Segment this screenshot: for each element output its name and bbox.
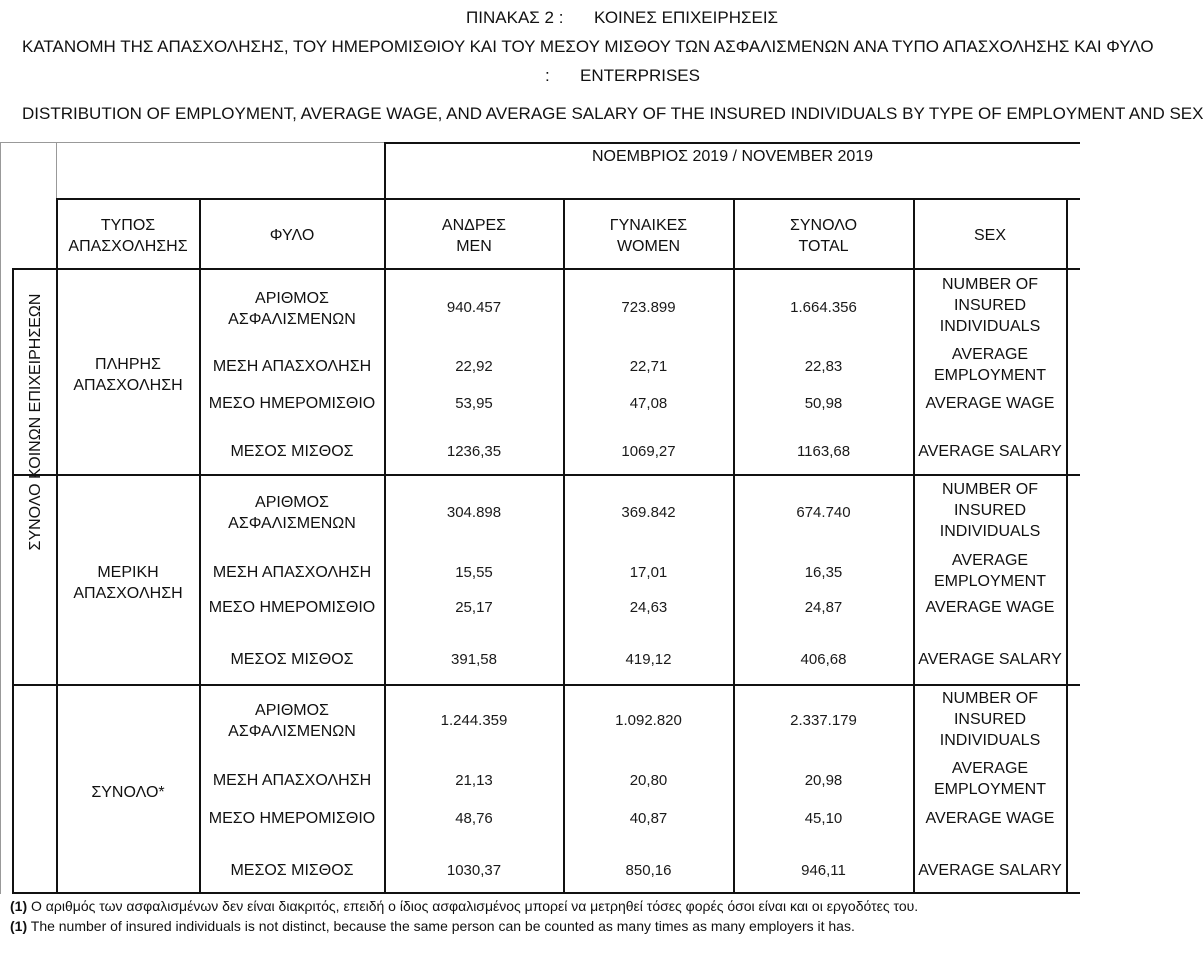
row-label-english: AVERAGE SALARY (918, 443, 1062, 460)
side-label: ΣΥΝΟΛΟ ΚΟΙΝΩΝ ΕΠΙΧΕΙΡΗΣΕΩΝ (27, 293, 44, 551)
total-header: ΣΥΝΟΛΟ TOTAL (789, 217, 858, 255)
cell-men: 53,95 (455, 395, 493, 412)
cell-total: 50,98 (804, 395, 843, 412)
cell-women: 850,16 (625, 862, 672, 879)
cell-total: 2.337.179 (790, 712, 857, 729)
cell-women: 419,12 (625, 651, 672, 668)
row-label: ΑΡΙΘΜΟΣ ΑΣΦΑΛΙΣΜΕΝΩΝ (228, 494, 356, 532)
cell-men: 21,13 (455, 772, 493, 789)
row-label: ΜΕΣΟΣ ΜΙΣΘΟΣ (230, 862, 354, 879)
cell-men: 25,17 (455, 599, 493, 616)
row-label-english: AVERAGE EMPLOYMENT (933, 346, 1046, 384)
cell-men: 22,92 (455, 358, 493, 375)
table-name-english: ENTERPRISES (580, 66, 700, 85)
row-label-english: AVERAGE EMPLOYMENT (933, 760, 1046, 798)
row-label-english: AVERAGE SALARY (918, 862, 1062, 879)
cell-total: 1163,68 (796, 443, 851, 460)
cell-total: 674.740 (796, 504, 851, 521)
row-label: ΜΕΣΟΣ ΜΙΣΘΟΣ (230, 443, 354, 460)
men-header: ΑΝΔΡΕΣ MEN (441, 217, 507, 255)
footnote-greek: (1) Ο αριθμός των ασφαλισμένων δεν είναι διακριτός, επειδή ο ίδιος ασφαλισμένος μπορεί να μετρηθεί τόσες φορές όσοι είναι και οι εργοδότες του. (10, 898, 919, 914)
table-name-greek: ΚΟΙΝΕΣ ΕΠΙΧΕΙΡΗΣΕΙΣ (594, 8, 779, 27)
cell-total: 24,87 (804, 599, 843, 616)
row-label: ΜΕΣΗ ΑΠΑΣΧΟΛΗΣΗ (212, 564, 372, 581)
cell-women: 22,71 (629, 358, 668, 375)
cell-men: 1236,35 (446, 443, 502, 460)
cell-total: 16,35 (804, 564, 843, 581)
cell-total: 406,68 (800, 651, 847, 668)
row-label-english: AVERAGE WAGE (925, 395, 1055, 412)
cell-total: 946,11 (801, 862, 846, 879)
sex-header-english: SEX (973, 227, 1006, 244)
cell-women: 17,01 (629, 564, 668, 581)
cell-women: 24,63 (629, 599, 668, 616)
row-label: ΑΡΙΘΜΟΣ ΑΣΦΑΛΙΣΜΕΝΩΝ (228, 290, 356, 328)
row-label: ΜΕΣΗ ΑΠΑΣΧΟΛΗΣΗ (212, 358, 372, 375)
cell-total: 1.664.356 (790, 299, 857, 316)
cell-men: 391,58 (451, 651, 497, 668)
row-label-english: AVERAGE WAGE (925, 599, 1055, 616)
group-type-full: ΠΛΗΡΗΣ ΑΠΑΣΧΟΛΗΣΗ (73, 356, 183, 394)
cell-women: 1069,27 (621, 443, 676, 460)
cell-total: 22,83 (804, 358, 843, 375)
cell-men: 48,76 (455, 810, 493, 827)
cell-women: 20,80 (629, 772, 668, 789)
row-label-english: AVERAGE WAGE (925, 810, 1055, 827)
group-type-total: ΣΥΝΟΛΟ* (91, 784, 165, 801)
cell-total: 45,10 (804, 810, 843, 827)
row-label: ΜΕΣΟ ΗΜΕΡΟΜΙΣΘΙΟ (208, 395, 376, 412)
cell-women: 723.899 (621, 299, 676, 316)
subtitle-greek: ΚΑΤΑΝΟΜΗ ΤΗΣ ΑΠΑΣΧΟΛΗΣΗΣ, ΤΟΥ ΗΜΕΡΟΜΙΣΘΙΟΥ ΚΑΙ ΤΟΥ ΜΕΣΟΥ ΜΙΣΘΟΥ ΤΩΝ ΑΣΦΑΛΙΣΜΕΝΩΝ ΑΝΑ ΤΥΠΟ ΑΠΑΣΧΟΛΗΣΗΣ ΚΑΙ ΦΥΛΟ (22, 37, 1154, 56)
cell-total: 20,98 (804, 772, 843, 789)
sex-header-greek: ΦΥΛΟ (269, 227, 315, 244)
cell-women: 47,08 (629, 395, 668, 412)
row-label-english: AVERAGE EMPLOYMENT (933, 552, 1046, 590)
cell-men: 15,55 (455, 564, 493, 581)
cell-men: 1030,37 (446, 862, 502, 879)
row-label: ΜΕΣΟ ΗΜΕΡΟΜΙΣΘΙΟ (208, 810, 376, 827)
cell-men: 1.244.359 (440, 712, 508, 729)
cell-men: 940.457 (446, 299, 502, 316)
cell-women: 40,87 (629, 810, 668, 827)
colon-mark: : (545, 66, 550, 85)
row-label-english: NUMBER OF INSURED INDIVIDUALS (939, 690, 1041, 749)
cell-men: 304.898 (446, 504, 502, 521)
table-number: ΠΙΝΑΚΑΣ 2 : (466, 8, 564, 27)
women-header: ΓΥΝΑΙΚΕΣ WOMEN (609, 217, 688, 255)
row-label-english: AVERAGE SALARY (918, 651, 1062, 668)
period-header: ΝΟΕΜΒΡΙΟΣ 2019 / NOVEMBER 2019 (591, 148, 874, 165)
row-label-english: NUMBER OF INSURED INDIVIDUALS (939, 276, 1041, 335)
row-label: ΑΡΙΘΜΟΣ ΑΣΦΑΛΙΣΜΕΝΩΝ (228, 702, 356, 740)
cell-women: 1.092.820 (615, 712, 682, 729)
row-label: ΜΕΣΟΣ ΜΙΣΘΟΣ (230, 651, 354, 668)
type-header: ΤΥΠΟΣ ΑΠΑΣΧΟΛΗΣΗΣ (68, 217, 188, 255)
row-label: ΜΕΣΟ ΗΜΕΡΟΜΙΣΘΙΟ (208, 599, 376, 616)
row-label: ΜΕΣΗ ΑΠΑΣΧΟΛΗΣΗ (212, 772, 372, 789)
group-type-part: ΜΕΡΙΚΗ ΑΠΑΣΧΟΛΗΣΗ (73, 564, 183, 602)
cell-women: 369.842 (621, 504, 676, 521)
subtitle-english: DISTRIBUTION OF EMPLOYMENT, AVERAGE WAGE, AND AVERAGE SALARY OF THE INSURED INDIVIDUALS BY TYPE OF EMPLOYMENT AND SEX (22, 104, 1203, 123)
footnote-english: (1) The number of insured individuals is not distinct, because the same person can be counted as many times as many employers it has. (10, 918, 855, 934)
row-label-english: NUMBER OF INSURED INDIVIDUALS (939, 481, 1041, 540)
